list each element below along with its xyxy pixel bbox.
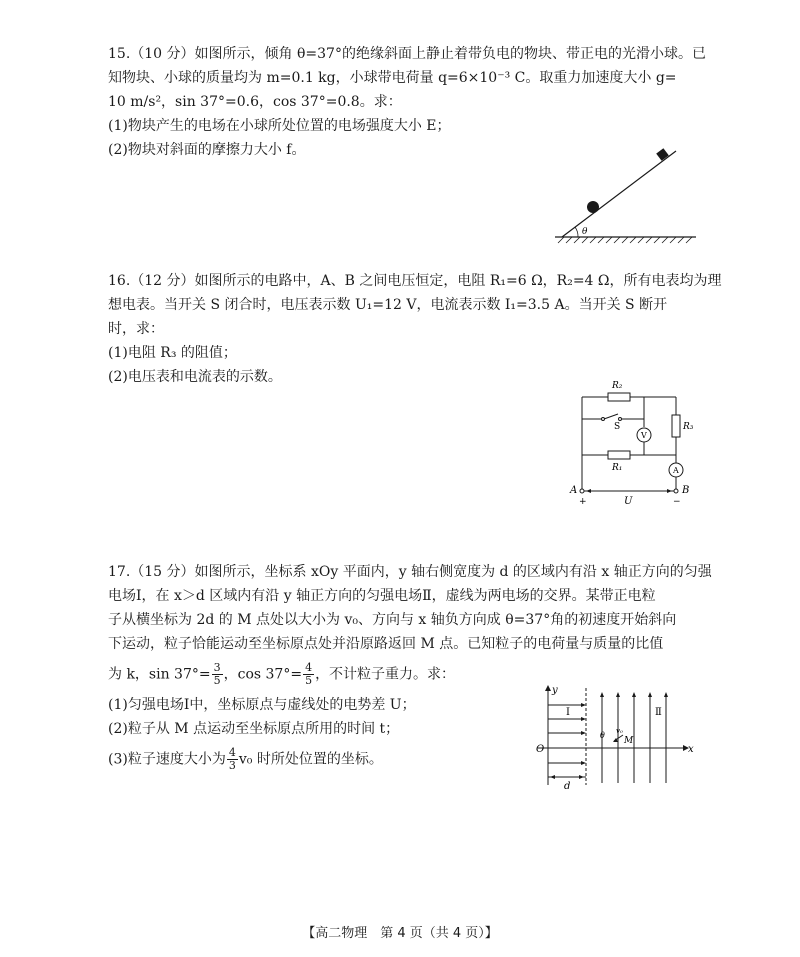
page-footer: 【高二物理 第 4 页（共 4 页）】 (302, 926, 498, 941)
q15-sub2: (2)物块对斜面的摩擦力大小 f。 (108, 142, 306, 158)
arrow-left (586, 489, 591, 493)
charged-block (656, 148, 669, 161)
resistor-r1 (608, 451, 630, 459)
terminal-b (674, 489, 678, 493)
q16-sub2: (2)电压表和电流表的示数。 (108, 369, 282, 385)
label-x: x (688, 744, 694, 755)
q17-line5: 为 k，sin 37°= $\frac{3}{5}$ ，cos 37°= $\frac{4}{5}$ ，不计粒子重力。求： (108, 661, 456, 687)
q17-line3: 子从横坐标为 2d 的 M 点处以大小为 v₀、方向与 x 轴负方向成 θ=37°角的初速度开始斜向 (108, 612, 677, 628)
label-terminal-a: A (570, 485, 578, 496)
q15-incline-figure (550, 145, 700, 245)
question-16 (108, 269, 722, 389)
q15-line3: 10 m/s²，sin 37°=0.6，cos 37°=0.8。求： (108, 94, 402, 110)
q16-line1: 16.（12 分）如图所示的电路中，A、B 之间电压恒定，电阻 R₁=6 Ω，R₂=4 Ω，所有电表均为理 (108, 273, 722, 289)
label-plus: + (579, 497, 587, 507)
label-y: y (552, 685, 558, 696)
label-o: O (536, 744, 545, 755)
label-theta: θ (600, 731, 605, 740)
label-field-i: Ⅰ (566, 707, 570, 718)
label-s: S (614, 422, 621, 432)
q17-sub3: (3)粒子速度大小为 $\frac{4}{3}$ v₀ 时所处位置的坐标。 (108, 746, 383, 772)
resistor-r3 (672, 415, 680, 437)
incline-line (562, 151, 676, 237)
q16-circuit-figure (568, 375, 700, 510)
q16-line2: 想电表。当开关 S 闭合时，电压表示数 U₁=12 V，电流表示数 I₁=3.5 A。当开关 S 断开 (108, 297, 668, 313)
switch-s-blade (604, 414, 618, 419)
q15-line1: 15.（10 分）如图所示，倾角 θ=37°的绝缘斜面上静止着带负电的物块、带正电的光滑小球。已 (108, 46, 706, 62)
angle-arc (575, 227, 578, 237)
q15-line2: 知物块、小球的质量均为 m=0.1 kg，小球带电荷量 q=6×10⁻³ C。取重力加速度大小 g= (108, 70, 677, 86)
q17-field-figure (530, 683, 700, 793)
label-terminal-b: B (682, 485, 690, 496)
label-u: U (624, 496, 633, 507)
ground-hatching (558, 237, 692, 243)
label-m: M (624, 736, 634, 746)
four-thirds-fraction: $\frac{4}{3}$ (228, 746, 236, 772)
q17-sub2: (2)粒子从 M 点运动至坐标原点所用的时间 t； (108, 721, 400, 737)
label-voltmeter: V (641, 431, 647, 440)
label-r2: R₂ (612, 381, 623, 391)
q17-line2: 电场Ⅰ，在 x＞d 区域内有沿 y 轴正方向的匀强电场Ⅱ，虚线为两电场的交界。某带正电粒 (108, 588, 656, 604)
sin-fraction: $\frac{3}{5}$ (213, 661, 221, 687)
charged-ball (587, 201, 599, 213)
q15-sub1: (1)物块产生的电场在小球所处位置的电场强度大小 E； (108, 118, 451, 134)
label-d: d (564, 781, 571, 792)
q17-line4: 下运动，粒子恰能运动至坐标原点处并沿原路返回 M 点。已知粒子的电荷量与质量的比值 (108, 636, 664, 652)
q16-line3: 时，求： (108, 321, 164, 337)
angle-theta-label: θ (582, 227, 588, 237)
q17-line1: 17.（15 分）如图所示，坐标系 xOy 平面内，y 轴右侧宽度为 d 的区域内有沿 x 轴正方向的匀强 (108, 564, 712, 580)
label-r3: R₃ (683, 422, 694, 432)
terminal-a (580, 489, 584, 493)
arrow-right (667, 489, 672, 493)
q16-sub1: (1)电阻 R₃ 的阻值； (108, 345, 237, 361)
cos-fraction: $\frac{4}{5}$ (305, 661, 313, 687)
label-field-ii: Ⅱ (655, 707, 662, 718)
resistor-r2 (608, 393, 630, 401)
label-ammeter: A (673, 466, 679, 475)
label-minus: − (673, 497, 681, 507)
label-v0: v₀ (616, 727, 623, 735)
label-r1: R₁ (612, 463, 623, 473)
question-15 (108, 42, 708, 162)
q17-sub1: (1)匀强电场Ⅰ中，坐标原点与虚线处的电势差 U； (108, 697, 416, 713)
